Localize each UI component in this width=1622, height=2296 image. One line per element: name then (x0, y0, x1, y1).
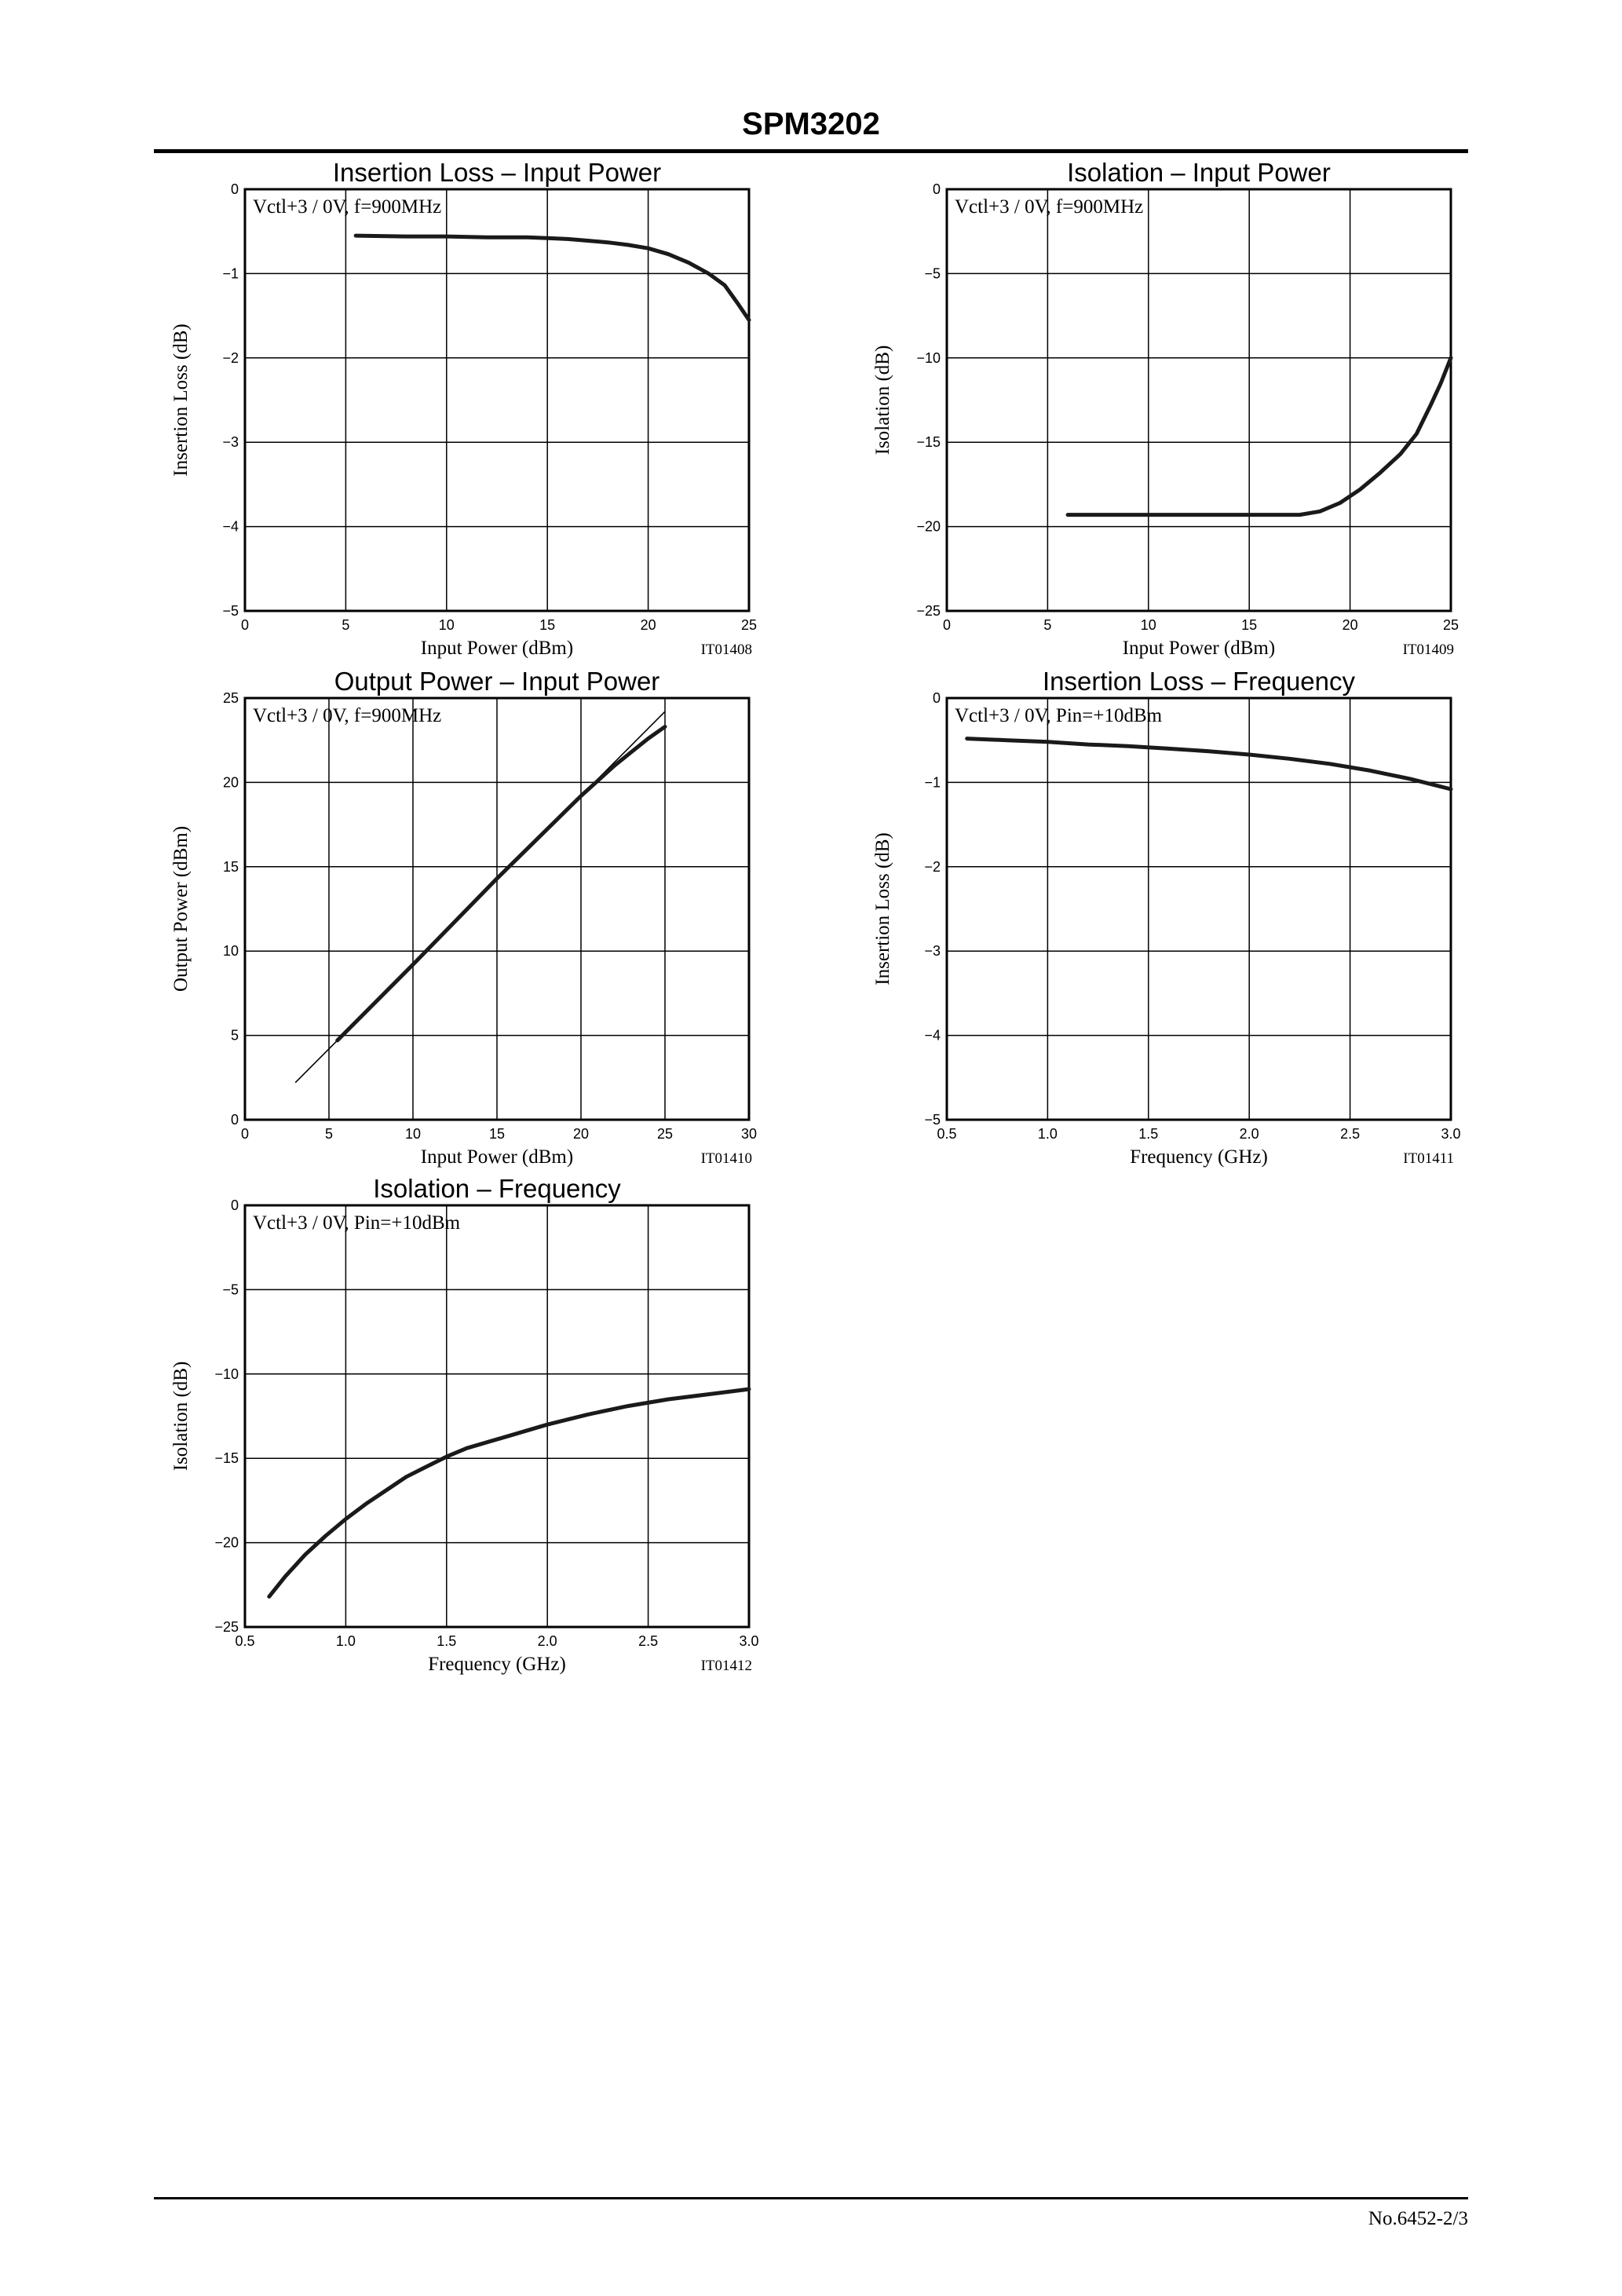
y-tick-label: −4 (222, 518, 239, 535)
x-tick-label: 5 (1043, 617, 1052, 633)
x-tick-label: 1.5 (437, 1633, 457, 1649)
header-rule (154, 149, 1468, 153)
x-tick-label: 0.5 (235, 1633, 255, 1649)
series-line (338, 727, 665, 1041)
series-line (967, 739, 1451, 789)
series-line (1068, 358, 1451, 515)
x-tick-label: 25 (1442, 617, 1459, 633)
y-tick-label: −25 (214, 1619, 239, 1635)
series-line (269, 1389, 749, 1596)
y-tick-label: −4 (924, 1027, 941, 1044)
y-tick-label: 25 (222, 690, 239, 706)
x-axis-label: Frequency (GHz) (428, 1654, 566, 1675)
x-tick-label: 30 (740, 1126, 758, 1142)
y-tick-label: 15 (222, 858, 239, 875)
y-tick-label: −10 (214, 1366, 239, 1382)
x-tick-label: 15 (1241, 617, 1258, 633)
plot-frame (947, 698, 1451, 1120)
plot-frame (245, 1205, 749, 1627)
y-tick-label: −5 (924, 265, 941, 282)
condition-label: Vctl+3 / 0V, f=900MHz (253, 705, 442, 726)
y-tick-label: 0 (230, 1197, 239, 1213)
y-tick-label: −10 (916, 349, 941, 366)
page-title: SPM3202 (742, 107, 880, 141)
x-tick-label: 5 (342, 617, 350, 633)
condition-label: Vctl+3 / 0V, f=900MHz (955, 196, 1144, 218)
y-tick-label: −20 (916, 518, 941, 535)
doc-number: No.6452-2/3 (1368, 2208, 1468, 2229)
y-tick-label: 0 (932, 690, 941, 706)
chart-isolation-vs-frequency (154, 1170, 766, 1688)
condition-label: Vctl+3 / 0V, Pin=+10dBm (955, 705, 1163, 726)
y-tick-label: −5 (924, 1112, 941, 1128)
x-tick-label: 25 (656, 1126, 674, 1142)
figure-code: IT01408 (700, 642, 752, 658)
x-tick-label: 10 (404, 1126, 422, 1142)
y-tick-label: 0 (230, 1112, 239, 1128)
y-tick-label: −5 (222, 1281, 239, 1298)
condition-label: Vctl+3 / 0V, f=900MHz (253, 196, 442, 218)
chart-title: Insertion Loss – Input Power (332, 158, 662, 187)
y-tick-label: −15 (214, 1450, 239, 1467)
plot-frame (947, 189, 1451, 611)
y-tick-label: 20 (222, 774, 239, 791)
x-tick-label: 2.5 (638, 1633, 659, 1649)
condition-label: Vctl+3 / 0V, Pin=+10dBm (253, 1212, 461, 1234)
x-tick-label: 10 (1140, 617, 1156, 633)
chart-title: Isolation – Input Power (1067, 158, 1331, 187)
y-tick-label: −5 (222, 603, 239, 619)
x-axis-label: Input Power (dBm) (1122, 638, 1276, 659)
figure-code: IT01409 (1402, 642, 1454, 658)
x-tick-label: 3.0 (1441, 1126, 1461, 1142)
x-tick-label: 20 (640, 617, 656, 633)
x-tick-label: 1.5 (1138, 1126, 1159, 1142)
y-tick-label: −15 (916, 434, 941, 451)
chart-insertion-loss-vs-frequency (856, 663, 1468, 1181)
series-line (356, 236, 749, 320)
x-tick-label: 0.5 (937, 1126, 957, 1142)
y-tick-label: −3 (222, 434, 239, 451)
chart-title: Isolation – Frequency (373, 1174, 621, 1203)
x-tick-label: 25 (740, 617, 758, 633)
y-tick-label: −1 (222, 265, 239, 282)
y-tick-label: 5 (230, 1027, 239, 1044)
chart-title: Output Power – Input Power (334, 667, 660, 696)
x-tick-label: 1.0 (1037, 1126, 1058, 1142)
x-tick-label: 1.0 (335, 1633, 356, 1649)
chart-output-power-vs-input-power (154, 663, 766, 1181)
x-tick-label: 15 (539, 617, 556, 633)
x-tick-label: 2.5 (1340, 1126, 1361, 1142)
figure-code: IT01410 (700, 1150, 752, 1167)
y-tick-label: −3 (924, 943, 941, 960)
footer-rule (154, 2197, 1468, 2199)
chart-isolation-vs-input-power (856, 154, 1468, 672)
plot-frame (245, 189, 749, 611)
figure-code: IT01412 (700, 1658, 752, 1674)
y-tick-label: −25 (916, 603, 941, 619)
y-tick-label: 0 (932, 181, 941, 197)
x-tick-label: 2.0 (537, 1633, 557, 1649)
x-axis-label: Frequency (GHz) (1130, 1146, 1268, 1168)
figure-code: IT01411 (1403, 1150, 1454, 1167)
y-axis-label: Isolation (dB) (170, 1361, 192, 1472)
x-tick-label: 15 (488, 1126, 506, 1142)
y-axis-label: Output Power (dBm) (170, 825, 192, 993)
x-tick-label: 5 (324, 1126, 334, 1142)
chart-title: Insertion Loss – Frequency (1042, 667, 1356, 696)
chart-insertion-loss-vs-input-power (154, 154, 766, 672)
y-axis-label: Insertion Loss (dB) (170, 324, 192, 477)
y-axis-label: Isolation (dB) (872, 345, 893, 455)
y-tick-label: 10 (222, 943, 239, 960)
y-tick-label: 0 (230, 181, 239, 197)
x-tick-label: 0 (942, 617, 952, 633)
y-tick-label: −1 (924, 774, 941, 791)
y-tick-label: −2 (924, 858, 941, 875)
x-tick-label: 20 (572, 1126, 590, 1142)
y-tick-label: −20 (214, 1534, 239, 1551)
x-tick-label: 20 (1342, 617, 1358, 633)
x-axis-label: Input Power (dBm) (420, 1146, 574, 1168)
x-axis-label: Input Power (dBm) (420, 638, 574, 659)
x-tick-label: 0 (240, 617, 250, 633)
y-tick-label: −2 (222, 349, 239, 366)
x-tick-label: 2.0 (1239, 1126, 1259, 1142)
y-axis-label: Insertion Loss (dB) (872, 832, 893, 985)
x-tick-label: 10 (438, 617, 455, 633)
x-tick-label: 3.0 (739, 1633, 759, 1649)
x-tick-label: 0 (240, 1126, 250, 1142)
